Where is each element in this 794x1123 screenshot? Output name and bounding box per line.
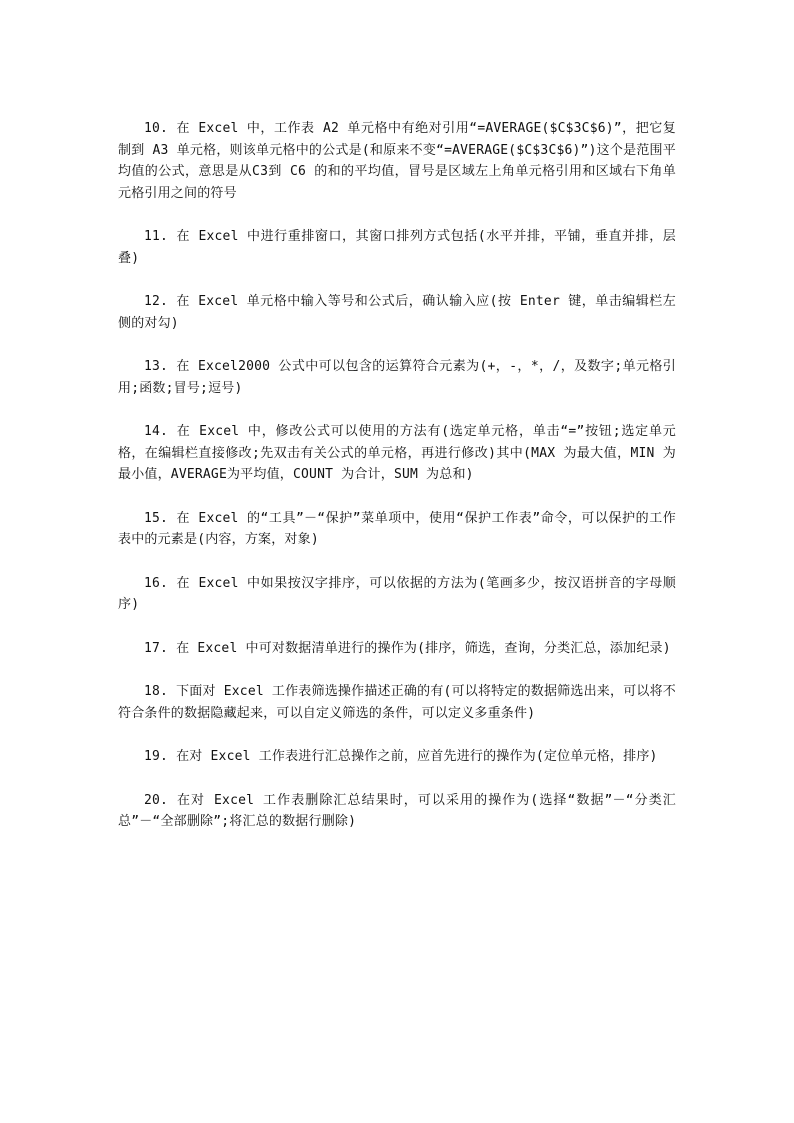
- question-item-10: 10. 在 Excel 中，工作表 A2 单元格中有绝对引用“=AVERAGE($C$3C$6)”，把它复制到 A3 单元格，则该单元格中的公式是(和原来不变“=AVERAGE($C$3C$6)”)这个是范围平均值的公式，意思是从C3到 C6 的和的平均值，冒号是区域左上角单元格引用和区域右下角单元格引用之间的符号: [118, 121, 676, 201]
- question-item-17: 17. 在 Excel 中可对数据清单进行的操作为(排序，筛选，查询，分类汇总，添加纪录): [144, 640, 671, 656]
- question-item-19: 19. 在对 Excel 工作表进行汇总操作之前，应首先进行的操作为(定位单元格，排序): [144, 749, 658, 764]
- question-item-13: 13. 在 Excel2000 公式中可以包含的运算符合元素为(+，-，*，/，及数字;单元格引用;函数;冒号;逗号): [118, 359, 676, 396]
- question-list: [118, 118, 676, 855]
- question-item-15: 15. 在 Excel 的“工具”－“保护”菜单项中，使用“保护工作表”命令，可以保护的工作表中的元素是(内容，方案，对象): [118, 510, 676, 547]
- question-item-12: 12. 在 Excel 单元格中输入等号和公式后，确认输入应(按 Enter 键，单击编辑栏左侧的对勾): [118, 294, 676, 331]
- question-item-11: 11. 在 Excel 中进行重排窗口，其窗口排列方式包括(水平并排，平铺，垂直并排，层叠): [118, 229, 676, 266]
- question-item-16: 16. 在 Excel 中如果按汉字排序，可以依据的方法为(笔画多少，按汉语拼音的字母顺序): [118, 575, 676, 612]
- question-item-20: 20. 在对 Excel 工作表删除汇总结果时，可以采用的操作为(选择“数据”－“分类汇总”－“全部删除”;将汇总的数据行删除): [118, 792, 676, 829]
- question-item-14: 14. 在 Excel 中，修改公式可以使用的方法有(选定单元格，单击“=”按钮;选定单元格，在编辑栏直接修改;先双击有关公式的单元格，再进行修改)其中(MAX 为最大值，MIN 为最小值，AVERAGE为平均值，COUNT 为合计，SUM 为总和): [118, 424, 676, 482]
- question-item-18: 18. 下面对 Excel 工作表筛选操作描述正确的有(可以将特定的数据筛选出来，可以将不符合条件的数据隐藏起来，可以自定义筛选的条件，可以定义多重条件): [118, 684, 676, 721]
